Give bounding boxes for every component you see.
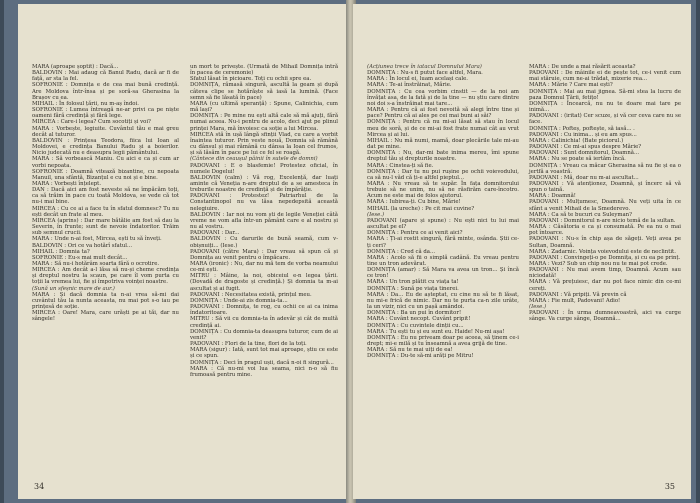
dialogue-line: PADOVANI : E o blasfemie! Protestez oficial, în numele Dogelui! xyxy=(190,162,338,175)
dialogue-line: MARA : Zadarnic. Voința voievodului este de neclintit. xyxy=(529,248,676,255)
dialogue-line: SOFRONIE : Domnița e de cea mai bună credință. Are Moldova într-însa și pe soră-sa Gherasina la Brașov cu ea. xyxy=(32,82,179,101)
dialogue-line: BALDOVIN : Iar noi nu vom ști de legile Veneției câtă vreme ne vom afla într-un pământ care e al nostru și nu al vostru. xyxy=(190,211,338,231)
right-page xyxy=(353,4,691,499)
dialogue-line: (Iese.) xyxy=(529,304,547,311)
dialogue-line: SOFRONIE : Lumea întreagă ne-ar privi ca pe niște oameni fără credință și fără lege. xyxy=(32,107,179,120)
dialogue-line: DOMNIȚA : Unde-ai zis domnia-ta... xyxy=(190,297,288,304)
dialogue-line: MITRU : Să vii cu domnia-ta în adevăr și cât de multă credință ai. xyxy=(190,316,338,329)
dialogue-line: DOMNIȚA : Pofteș, poftește, să iasă... . xyxy=(529,125,635,132)
dialogue-line: MIHAIL (la ureche) : Pe cit mai cuvine? xyxy=(367,205,475,212)
dialogue-line: PADOVANI : Flori de la tine, flori de la toți. xyxy=(190,341,307,348)
dialogue-line: MARA : Cinstea-ți să fie. xyxy=(367,162,434,169)
dialogue-line: MARA : Unde n-ai fost, Mircea, ești tu să înveți. xyxy=(32,236,162,243)
dialogue-line: DOMNIȚA (amar) : Să Mara va avea un tron... Și încă ce tron! xyxy=(367,267,519,280)
dialogue-line: PADOVANI : Ce mi-ai spus despre Mărie? xyxy=(529,144,642,151)
dialogue-line: (Sună un sfeșnic mare de aur.) xyxy=(32,285,115,292)
dialogue-line: MARA : În locul ei, luam același cale. xyxy=(367,76,468,83)
dialogue-line: MARA : Și dacă domnia ta n-ai vrea să-mi dai cuvântul tău la nunta aceasta, nu mai pot s-o iau pe prințesă de soție. xyxy=(32,291,179,311)
dialogue-line: DOMNIȚA : Pentru că nu mi-ai lăsat să stau în locul meu de soră, și de ce mi-ai fost frate numai cât au vrut Mircea și ai lui. xyxy=(367,119,519,138)
dialogue-line: MARA (cu ultimă speranță) : Spune, Calinichia, cum mă lași? xyxy=(190,100,338,114)
dialogue-line: BALDOVIN : Cu darurile de bună seamă, cum v-obișnuiți... (Iese.) xyxy=(190,236,338,249)
right-page-column-1 xyxy=(367,64,519,360)
dialogue-line: PADOVANI (apare și spune) : Nu ești nici tu lui mai ascultat pe el? xyxy=(367,217,519,231)
dialogue-line: MITRU : Mâine, la noi, obiceiul e-n legea țării. (Dovadă de dragoste și credință.) Și domnia ta m-ai ascultat și ai fugit. xyxy=(190,273,338,292)
dialogue-line: DOMNIȚA, rămasă singură, ascultă la geam și după câteva clipe se hotărăște să iasă la lumină. (Face semn să fie lăsată în pace) xyxy=(190,82,338,101)
dialogue-line: DOMNIȚA : Pentru ce ai venit aici? xyxy=(367,230,463,237)
dialogue-line: MARA (sigur) : Iată, sunt tot mai aproape, știu ce este și ce spun. xyxy=(190,347,338,360)
dialogue-line: (Cântece din ceaușul pâinii în sutele de domni) xyxy=(190,156,318,163)
dialogue-line: MIRCEA : Am decât a-l lăsa să nu-și cheme credința și dreptul nostru la scaun, pe care îl vom purta cu toții la vremea lui, fie și împotriva voinței noastre. xyxy=(32,267,179,286)
dialogue-line: MARA : Cuvânt necopt. Cuvânt pripit! xyxy=(367,316,471,323)
dialogue-line: PADOVANI : Nu mai avem timp, Doamnă. Acum sau niciodată! xyxy=(529,267,681,280)
dialogue-line: DOMNIȚA : Cred că da... xyxy=(367,248,436,255)
dialogue-line: BALDOVIN (calm) : Vă rog, Excelență, dar luați aminte că Veneția n-are dreptul de a se amesteca în treburile noastre de credință și de împărăție. xyxy=(190,174,338,194)
dialogue-line: MARA : De unde a mai răsărit aceasta? xyxy=(529,64,636,70)
dialogue-line: SOFRONIE : Eu-s mai mult decât... xyxy=(32,254,128,261)
dialogue-line: MARA : Ca să te bucuri cu Suleyman? xyxy=(529,211,632,218)
dialogue-line: DOMNIȚA : Eu nu priveam doar pe aceea, să ținem ce-i drept; mi-e milă și tu înseamnă a avea grijă de tine. xyxy=(367,334,519,348)
dialogue-line: PADOVANI : Protestez! Patriarhul de la Constantinopol nu va lăsa nepedepsită această nelegiuire. xyxy=(190,193,338,212)
dialogue-line: (Iese.) xyxy=(367,211,385,218)
dialogue-line: DOMNIȚA : Mai au mai jignea. Să-mi stea la lucru de paza Domnul Țării, fetițo! xyxy=(529,88,681,101)
dialogue-line: MARA : Acolo să fii o simplă cadână. Eu vreau pentru tine un tron adevărat. xyxy=(367,254,519,267)
dialogue-line: DOMNIȚA : Pe mine nu ești altă cale să mă ajuți, fără numai aceea. Nu-i pentru de acolo, deci ajut pe plinul prinței Mara, mă învoiesc ca soție a lui Mircea. xyxy=(190,113,338,132)
dialogue-line: PADOVANI : De mâinile ei de pește tot, ce-i venit cum mai stăruie, cum ne-ai trădat, mizerie rea... xyxy=(529,70,681,83)
dialogue-line: DOMNIȚA : Nu, dar-mi bate inima mereu, îmi spune dreptul tău și drepturile noastre. xyxy=(367,150,519,163)
dialogue-line: MARA : Fie mult, Padovani! Adio! xyxy=(529,297,621,304)
dialogue-line: DOMNIȚA : Cu cuvintele dinții cu... xyxy=(367,322,464,329)
dialogue-line: PADOVANI : Nu-s în chip așa de săgeți. Veți avea pe Sultan, Doamnă. xyxy=(529,236,681,249)
dialogue-line: PADOVANI : Sunt domnitorul, Doamnă... xyxy=(529,150,640,157)
dialogue-line: MARA (ironic) : Nu, dar nu mă tem de vorba neamului ce-mi ești. xyxy=(190,261,338,274)
dialogue-line: MARA : Vorbești înțelept. xyxy=(32,180,102,187)
dialogue-line: SOFRONIE : Doamnă vitează bizantine, cu nepoata Manuil, una sfântă, Bizanțul e cu noi și e bine. xyxy=(32,168,179,181)
dialogue-line: MIHAIL : În folosul țării, nu m-aș îndoi. xyxy=(32,100,139,107)
dialogue-line: MARA : Iubirea-ți. Cu bine, Mărie! xyxy=(367,199,461,206)
dialogue-line: MARA : Vezi? Sub un chip nou nu te mai pot crede. xyxy=(529,261,668,267)
dialogue-line: MARA : Vă prețuiesc, dar nu pot face nimic din ce-mi cereți. xyxy=(529,279,681,292)
dialogue-line: PADOVANI : Vă atenționez, Doamnă, și încerc să vă spun o taină. xyxy=(529,180,681,194)
dialogue-line: PADOVANI : Vă pripiți. Vă previn că xyxy=(529,291,627,298)
dialogue-line: PADOVANI : Mă, doar nu m-ai ascultat... xyxy=(529,174,639,181)
dialogue-line: MIRCEA : Care-i legea? Cum socotiți și voi? xyxy=(32,119,151,126)
dialogue-line: DOMNIȚA : Sună pe viața tinerei. xyxy=(367,285,459,292)
dialogue-line: MIRCEA stă în ușă lângă sfinții Vlad, cu care a vorbit înaintea tuturor. Prin veste nouă, Domnia să rămână cu dânsul și mai rămână cu dânsa la Ioan cel frumos, și să lăsăm în pace pe lui ce fel se roagă. xyxy=(190,131,338,157)
dialogue-line: MIRCEA : Oare! Mara, care urăști pe ai tăi, dar nu sângele! xyxy=(32,310,179,323)
dialogue-line: PADOVANI : Domnitorul n-are nicio temă de la sultan. xyxy=(529,217,676,224)
dialogue-line: (Acțiunea trece în iatacul Domnului Mara) xyxy=(367,64,482,70)
dialogue-line: Sfatul lăsat în picioare. Toți cu ochii spre ea. xyxy=(190,76,312,83)
dialogue-line: un mort te privește. (Urmată de Mihail Domnița intră în pacea de ceremonie) xyxy=(190,64,338,77)
dialogue-line: MARA : Pentru că ai fost nevoită să alegi între tine și pace? Pentru că ai ales pe cei mai buni ai săi? xyxy=(367,107,519,120)
dialogue-line: DOMNIȚA : Cu cea vorbim cinstit — de la noi am învățat asa, de la fată și de la tine — nu știu care dintre noi doi s-a înstrăinat mai tare... xyxy=(367,88,519,107)
left-page-column-1 xyxy=(32,64,179,323)
dialogue-line: PADOVANI : Domnița, te rog, cu ochii ce ai ca inima îndatoritoare. xyxy=(190,304,338,317)
dialogue-line: MARA : Căsătoria e ca și consumată. Pe ea nu o mai pot întoarce. xyxy=(529,224,681,237)
dialogue-line: PADOVANI : Necesitatea există, prințul meu. xyxy=(190,291,312,298)
dialogue-line: PADOVANI : Mulțumesc, Doamnă. Nu veți uita în ce sfânt a venit Mihail de la Smederevo. xyxy=(529,199,681,212)
dialogue-line: MIRCEA : Cu ce ai a face tu în sfatul domnesc? Tu nu ești decât un frate al meu. xyxy=(32,205,179,218)
dialogue-line: DOMNIȚA : Du-te să-mi arăți pe Mitru! xyxy=(367,353,474,360)
dialogue-line: MARA : Să nu-i hotărâm soarta fără o ocrotire. xyxy=(32,261,160,267)
dialogue-line: MARA : Da... Eu de așteptat, cu cine nu să te fi lăsat, nu mi-e frică de nimic. Dar nu te purta ca-n zile urâte, la un vizir, nici cu un pașă amândoi. xyxy=(367,291,519,311)
dialogue-line: MARA : Calinichia! (Bate piciorul.) xyxy=(529,137,624,144)
dialogue-line: BALDOVIN : Prințesa Teodora, fiica lui Ioan al Moldovei, e credința Banului Radu și a boierilor. Nicio judecată nu e deasupra legii pământului. xyxy=(32,137,179,157)
dialogue-line: MARA : Te-ai înstrăinat, Mărie. xyxy=(367,82,452,89)
dialogue-line: MIHAIL : Domnia ta? xyxy=(32,248,90,255)
dialogue-line: PADOVANI (către Mara) : Dar vreau să spun că și Domnița au venit pentru o împăcare. xyxy=(190,248,338,261)
dialogue-line: DOMNIȚA : Dar tu nu pui rușine pe ochii voievodului, ca să nu-l văd că ți-e altfel pieptul... xyxy=(367,168,519,181)
dialogue-line: MARA : Să nu te mai uiți de ea! xyxy=(367,347,453,354)
dialogue-line: MARA : Că nu-mi voi lua seama, nici n-o să fiu frumoasă pentru mine. xyxy=(190,365,338,378)
dialogue-line: DOMNIȚA : Deci în pragul ușii, dacă n-oi fi singură... xyxy=(190,359,334,366)
dialogue-line: DOMNIȚA : Încearcă, nu nu te doare mai tare pe inimă... xyxy=(529,100,681,114)
dialogue-line: DOMNIȚA : Cu domnia-ta deasupra tuturor, cum de ai venit? xyxy=(190,328,338,341)
dialogue-line: PADOVANI : În urma dumneavoastră, aici va curge sânge. Va curge sânge, Doamnă... xyxy=(529,310,681,323)
left-page-column-2 xyxy=(190,64,338,378)
dialogue-line: PADOVANI : (iritat) Cer scuze, și vă cer ceva care nu se face. xyxy=(529,113,681,126)
page-number-right: 35 xyxy=(664,482,675,491)
dialogue-line: DOMNIȚA : Nu-s fi putut face altfel, Mara. xyxy=(367,70,483,77)
dialogue-line: DOMNIȚA : Vreau ca măcar Gherasina să nu fie și ea o jertfă a voastră. xyxy=(529,162,681,175)
dialogue-line: PADOVANI : Cu inima... și eu am spus... xyxy=(529,131,637,138)
dialogue-line: PADOVANI : Dar... xyxy=(190,230,240,237)
dialogue-line: BALDOVIN : Mai adaug că Banul Radu, dacă ar fi de față, ar sta la fel. xyxy=(32,70,179,83)
dialogue-line: BALDOVIN : Ori ce va hotărî sfatul... xyxy=(32,242,133,249)
dialogue-line: MIHAIL : Nu mă numi, mamă, doar plecările tale mi-au dat pe mine. xyxy=(367,137,519,151)
dialogue-line: MARA : Nu se poate să iertăm încă. xyxy=(529,156,626,163)
page-number-left: 34 xyxy=(34,482,45,491)
dialogue-line: MARA : Un tron plătit cu viața ta! xyxy=(367,279,459,286)
dialogue-line: MIRCEA (aprins) : Dar mare bătălie am fost să dau la Severin, în frunte; sunt de nevoie îndatoritor. Trăim sub semnul crucii. xyxy=(32,217,179,237)
book-cover-edge-right xyxy=(696,0,700,503)
dialogue-line: DAN : Dacă aici am fost neveste să ne împăcăm toți, ca să trăim în pace cu toată Moldova, se vede că tot nu-i mai bine. xyxy=(32,187,179,206)
dialogue-line: MARA : Să vorbească Maniu. Cu aici e ca și cum ar vorbi nepoata. xyxy=(32,156,179,169)
dialogue-line: MARA : Ți-ai rostit singură, fără minte, osânda. Știi ce-ți ceri? xyxy=(367,236,519,249)
dialogue-line: MARA : Doamnă! xyxy=(529,193,576,200)
dialogue-line: PADOVANI : Convingeți-o pe Domnița, și cu ea pe prinț. xyxy=(529,254,681,261)
dialogue-line: MARA : Vorbește, legiuite. Cuvântul tău e mai greu decât al tuturor. xyxy=(32,125,179,138)
dialogue-line: MARA : Nu vreau să te supăr. În fața domnitorului trebuie să ne unim, nu să ne răsfirăm care-încotro. Acum ne este mai de folos ajutorul. xyxy=(367,180,519,200)
dialogue-line: MARA : Mărie ? Care mai ești? xyxy=(529,82,613,89)
dialogue-line: MARA (aproape șoptit) : Dacă... xyxy=(32,64,119,70)
dialogue-line: MARA : Tu ești tu și eu sunt eu. Haide! Nu-mi așa! xyxy=(367,328,505,335)
book-cover-edge-left xyxy=(0,0,4,503)
left-page xyxy=(18,4,348,499)
dialogue-line: DOMNIȚA : Ba un pui în dormitor! xyxy=(367,310,462,317)
right-page-column-2 xyxy=(529,64,681,323)
